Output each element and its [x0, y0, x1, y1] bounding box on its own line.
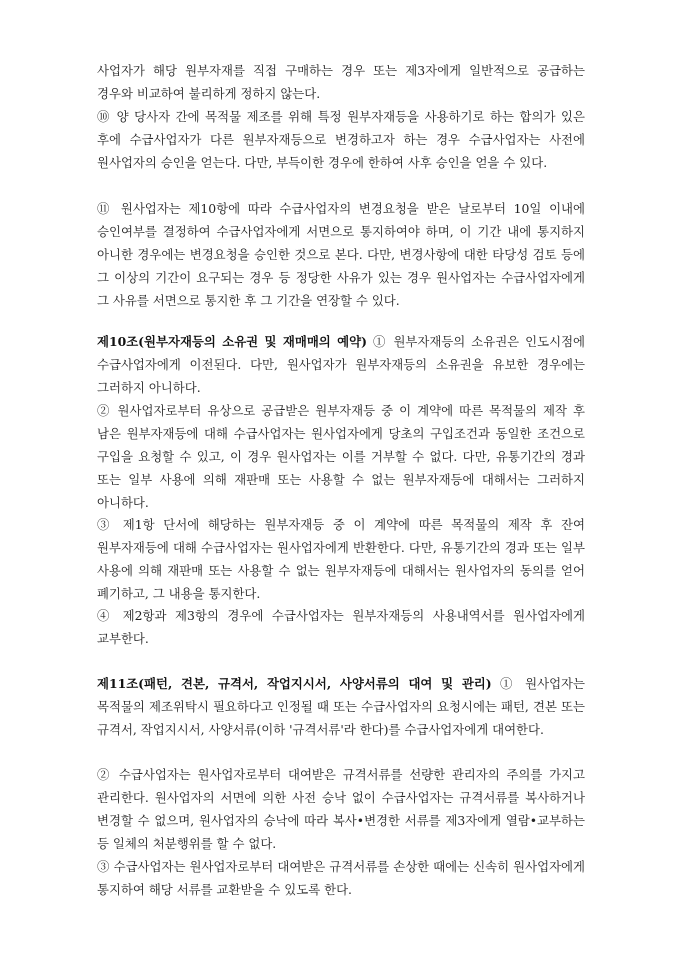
article-11-paragraph-2: ② 수급사업자는 원사업자로부터 대여받은 규격서류를 선량한 관리자의 주의를 가지고 관리한다. 원사업자의 서면에 의한 사전 승낙 없이 수급사업자는 규격서류를 복사하거나 변경할 수 없으며, 원사업자의 승낙에 따라 복사•변경한 서류를 제3자에게 열람•교부하는 등 일체의 처분행위를 할 수 없다. — [97, 767, 585, 851]
article-10-paragraph-3: ③ 제1항 단서에 해당하는 원부자재등 중 이 계약에 따른 목적물의 제작 후 잔여 원부자재등에 대해 수급사업자는 원사업자에게 반환한다. 다만, 유통기간의 경과 또는 일부 사용에 의해 재판매 또는 사용할 수 없는 원부자재등에 대해서는 원사업자의 동의를 얻어 폐기하고, 그 내용을 통지한다. — [97, 517, 585, 601]
article-10-paragraph-1-text: ① 원부자재등의 소유권은 인도시점에 수급사업자에게 이전된다. 다만, 원사업자가 원부자재등의 소유권을 유보한 경우에는 그러하지 아니하다. — [97, 334, 586, 395]
article-11-title: 제11조(패턴, 견본, 규격서, 작업지시서, 사양서류의 대여 및 관리) — [97, 676, 492, 691]
article-10-paragraph-1 — [97, 331, 585, 400]
clause-10-paragraph: ⑩ 양 당사자 간에 목적물 제조를 위해 특정 원부자재등을 사용하기로 하는 합의가 있은 후에 수급사업자가 다른 원부자재등으로 변경하고자 하는 경우 수급사업자는 사전에 원사업자의 승인을 얻는다. 다만, 부득이한 경우에 한하여 사후 승인을 얻을 수 있다. — [97, 109, 585, 170]
article-11-paragraph-1 — [97, 673, 585, 742]
article-10-paragraph-4: ④ 제2항과 제3항의 경우에 수급사업자는 원부자재등의 사용내역서를 원사업자에게 교부한다. — [97, 608, 585, 646]
article-10-paragraph-2: ② 원사업자로부터 유상으로 공급받은 원부자재등 중 이 계약에 따른 목적물의 제작 후 남은 원부자재등에 대해 수급사업자는 원사업자에게 당초의 구입조건과 동일한 조건으로 구입을 요청할 수 있고, 이 경우 원사업자는 이를 거부할 수 없다. 다만, 유통기간의 경과 또는 일부 사용에 의해 재판매 또는 사용할 수 없는 원부자재등에 대해서는 그러하지 아니하다. — [97, 403, 585, 510]
article-11-paragraph-3: ③ 수급사업자는 원사업자로부터 대여받은 규격서류를 손상한 때에는 신속히 원사업자에게 통지하여 해당 서류를 교환받을 수 있도록 한다. — [97, 859, 585, 897]
article-11-paragraph-1-text: ① 원사업자는 목적물의 제조위탁시 필요하다고 인정될 때 또는 수급사업자의 요청시에는 패턴, 견본 또는 규격서, 작업지시서, 사양서류(이하 '규격서류'라 한다)를 수급사업자에게 대여한다. — [97, 676, 585, 737]
article-10-title: 제10조(원부자재등의 소유권 및 재매매의 예약) — [97, 334, 367, 349]
intro-paragraph: 사업자가 해당 원부자재를 직접 구매하는 경우 또는 제3자에게 일반적으로 공급하는 경우와 비교하여 불리하게 정하지 않는다. — [97, 63, 585, 101]
clause-11-paragraph: ⑪ 원사업자는 제10항에 따라 수급사업자의 변경요청을 받은 날로부터 10일 이내에 승인여부를 결정하여 수급사업자에게 서면으로 통지하여야 하며, 이 기간 내에 통지하지 아니한 경우에는 변경요청을 승인한 것으로 본다. 다만, 변경사항에 대한 타당성 검토 등에 그 이상의 기간이 요구되는 경우 등 정당한 사유가 있는 경우 원사업자는 수급사업자에게 그 사유를 서면으로 통지한 후 그 기간을 연장할 수 있다. — [97, 201, 585, 308]
